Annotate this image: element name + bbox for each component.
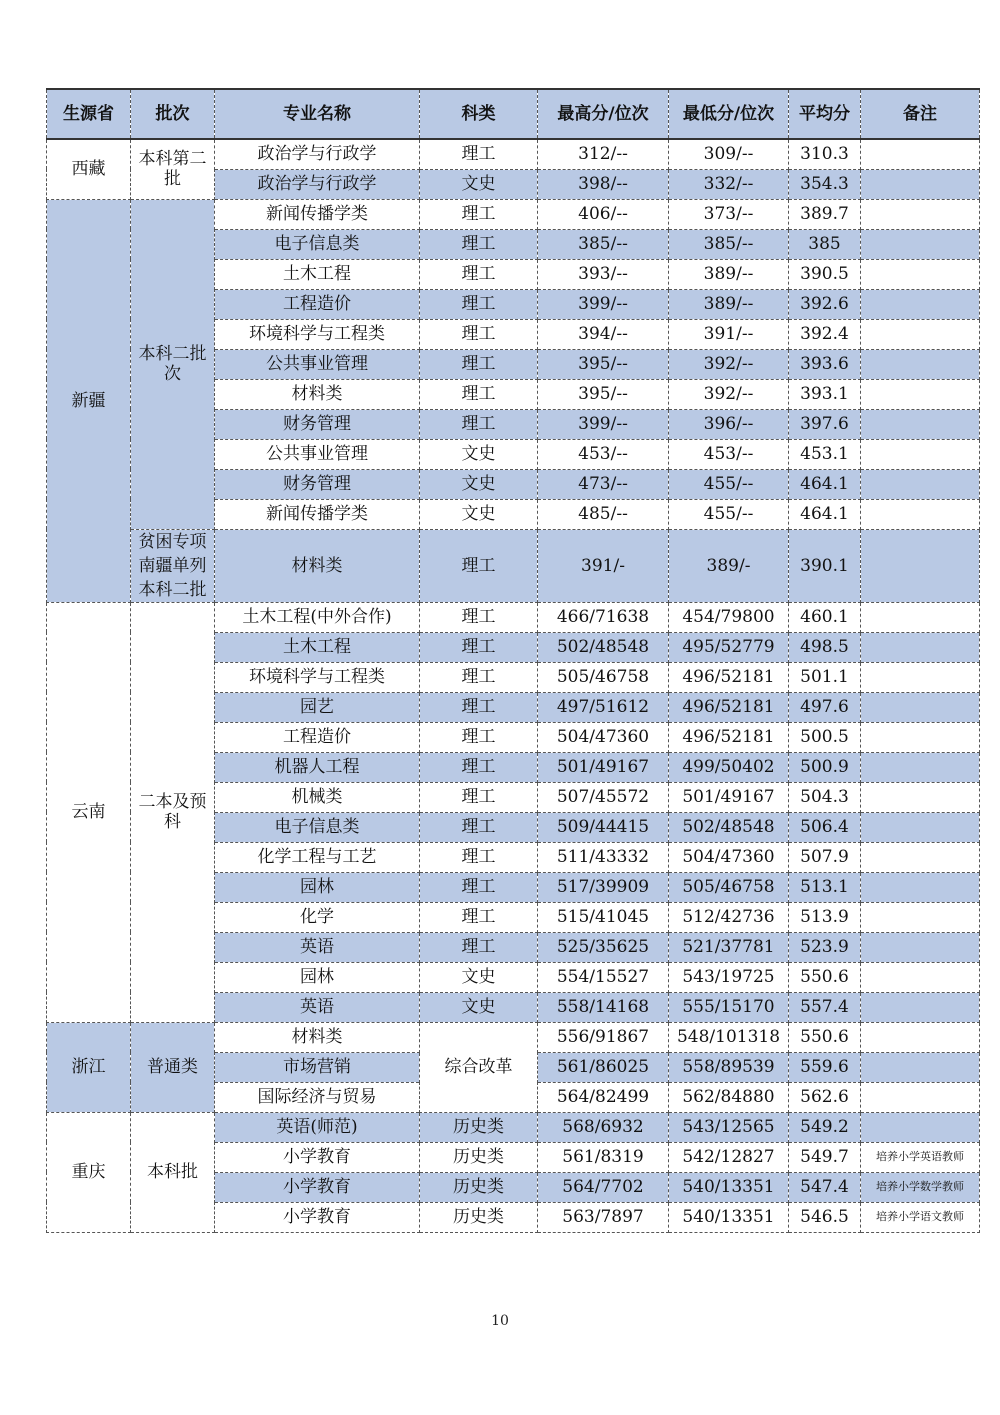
batch-cell: 本科第二批 [131,139,215,199]
category-cell: 理工 [420,782,538,812]
major-cell: 公共事业管理 [215,439,420,469]
max-score-cell: 399/-- [538,289,669,319]
major-cell: 化学工程与工艺 [215,842,420,872]
min-score-cell: 548/101318 [669,1022,789,1052]
header-max-score: 最高分/位次 [538,89,669,139]
max-score-cell: 453/-- [538,439,669,469]
category-cell: 文史 [420,439,538,469]
min-score-cell: 392/-- [669,379,789,409]
min-score-cell: 392/-- [669,349,789,379]
category-cell: 理工 [420,379,538,409]
category-cell: 综合改革 [420,1022,538,1112]
category-cell: 文史 [420,499,538,529]
admission-score-table [46,88,980,1233]
avg-score-cell: 562.6 [789,1082,861,1112]
max-score-cell: 511/43332 [538,842,669,872]
major-cell: 小学教育 [215,1202,420,1232]
header-province: 生源省 [47,89,131,139]
batch-cell: 本科批 [131,1112,215,1232]
note-cell [861,289,980,319]
max-score-cell: 561/8319 [538,1142,669,1172]
avg-score-cell: 498.5 [789,632,861,662]
max-score-cell: 509/44415 [538,812,669,842]
note-cell [861,169,980,199]
note-cell [861,812,980,842]
category-cell: 理工 [420,229,538,259]
avg-score-cell: 549.7 [789,1142,861,1172]
province-cell: 云南 [47,602,131,1022]
min-score-cell: 453/-- [669,439,789,469]
min-score-cell: 389/-- [669,259,789,289]
min-score-cell: 495/52779 [669,632,789,662]
min-score-cell: 555/15170 [669,992,789,1022]
category-cell: 历史类 [420,1142,538,1172]
max-score-cell: 485/-- [538,499,669,529]
note-cell [861,469,980,499]
avg-score-cell: 393.6 [789,349,861,379]
avg-score-cell: 500.5 [789,722,861,752]
avg-score-cell: 397.6 [789,409,861,439]
avg-score-cell: 507.9 [789,842,861,872]
min-score-cell: 562/84880 [669,1082,789,1112]
note-cell [861,872,980,902]
max-score-cell: 395/-- [538,379,669,409]
min-score-cell: 385/-- [669,229,789,259]
major-cell: 园林 [215,962,420,992]
category-cell: 理工 [420,662,538,692]
max-score-cell: 568/6932 [538,1112,669,1142]
major-cell: 土木工程 [215,259,420,289]
category-cell: 理工 [420,409,538,439]
avg-score-cell: 354.3 [789,169,861,199]
category-cell: 历史类 [420,1172,538,1202]
category-cell: 理工 [420,722,538,752]
note-cell [861,962,980,992]
max-score-cell: 561/86025 [538,1052,669,1082]
category-cell: 理工 [420,692,538,722]
max-score-cell: 564/7702 [538,1172,669,1202]
note-cell: 培养小学数学教师 [861,1172,980,1202]
note-cell [861,529,980,602]
note-cell [861,602,980,632]
note-cell [861,409,980,439]
avg-score-cell: 310.3 [789,139,861,169]
min-score-cell: 543/19725 [669,962,789,992]
avg-score-cell: 460.1 [789,602,861,632]
min-score-cell: 332/-- [669,169,789,199]
note-cell [861,902,980,932]
major-cell: 工程造价 [215,289,420,319]
batch-cell: 二本及预科 [131,602,215,1022]
category-cell: 理工 [420,349,538,379]
min-score-cell: 391/-- [669,319,789,349]
major-cell: 化学 [215,902,420,932]
batch-line: 南疆单列 [138,555,207,576]
category-cell: 理工 [420,529,538,602]
avg-score-cell: 513.9 [789,902,861,932]
batch-line: 本科二批 [138,579,207,600]
max-score-cell: 312/-- [538,139,669,169]
min-score-cell: 309/-- [669,139,789,169]
category-cell: 理工 [420,902,538,932]
note-cell [861,439,980,469]
min-score-cell: 496/52181 [669,722,789,752]
max-score-cell: 517/39909 [538,872,669,902]
major-cell: 机械类 [215,782,420,812]
note-cell [861,932,980,962]
province-cell: 新疆 [47,199,131,602]
avg-score-cell: 464.1 [789,499,861,529]
major-cell: 电子信息类 [215,229,420,259]
major-cell: 电子信息类 [215,812,420,842]
note-cell [861,1022,980,1052]
note-cell [861,1082,980,1112]
min-score-cell: 540/13351 [669,1172,789,1202]
major-cell: 环境科学与工程类 [215,319,420,349]
max-score-cell: 504/47360 [538,722,669,752]
major-cell: 园艺 [215,692,420,722]
category-cell: 理工 [420,812,538,842]
category-cell: 理工 [420,602,538,632]
avg-score-cell: 549.2 [789,1112,861,1142]
max-score-cell: 393/-- [538,259,669,289]
max-score-cell: 507/45572 [538,782,669,812]
header-note: 备注 [861,89,980,139]
avg-score-cell: 385 [789,229,861,259]
min-score-cell: 455/-- [669,469,789,499]
max-score-cell: 473/-- [538,469,669,499]
category-cell: 文史 [420,169,538,199]
min-score-cell: 504/47360 [669,842,789,872]
max-score-cell: 505/46758 [538,662,669,692]
max-score-cell: 501/49167 [538,752,669,782]
max-score-cell: 502/48548 [538,632,669,662]
major-cell: 环境科学与工程类 [215,662,420,692]
min-score-cell: 373/-- [669,199,789,229]
avg-score-cell: 513.1 [789,872,861,902]
major-cell: 政治学与行政学 [215,169,420,199]
max-score-cell: 394/-- [538,319,669,349]
category-cell: 理工 [420,632,538,662]
category-cell: 文史 [420,962,538,992]
avg-score-cell: 464.1 [789,469,861,499]
max-score-cell: 385/-- [538,229,669,259]
note-cell [861,499,980,529]
note-cell [861,319,980,349]
header-category: 科类 [420,89,538,139]
max-score-cell: 556/91867 [538,1022,669,1052]
major-cell: 市场营销 [215,1052,420,1082]
min-score-cell: 543/12565 [669,1112,789,1142]
max-score-cell: 395/-- [538,349,669,379]
batch-cell [131,529,215,602]
max-score-cell: 564/82499 [538,1082,669,1112]
major-cell: 财务管理 [215,469,420,499]
category-cell: 理工 [420,752,538,782]
page-number: 10 [491,1313,509,1329]
major-cell: 材料类 [215,529,420,602]
min-score-cell: 389/- [669,529,789,602]
min-score-cell: 505/46758 [669,872,789,902]
min-score-cell: 496/52181 [669,692,789,722]
avg-score-cell: 546.5 [789,1202,861,1232]
min-score-cell: 540/13351 [669,1202,789,1232]
min-score-cell: 558/89539 [669,1052,789,1082]
note-cell [861,752,980,782]
min-score-cell: 454/79800 [669,602,789,632]
avg-score-cell: 501.1 [789,662,861,692]
header-batch: 批次 [131,89,215,139]
major-cell: 材料类 [215,1022,420,1052]
min-score-cell: 455/-- [669,499,789,529]
major-cell: 机器人工程 [215,752,420,782]
major-cell: 园林 [215,872,420,902]
max-score-cell: 406/-- [538,199,669,229]
max-score-cell: 558/14168 [538,992,669,1022]
avg-score-cell: 392.6 [789,289,861,319]
avg-score-cell: 390.5 [789,259,861,289]
min-score-cell: 496/52181 [669,662,789,692]
min-score-cell: 396/-- [669,409,789,439]
avg-score-cell: 453.1 [789,439,861,469]
major-cell: 国际经济与贸易 [215,1082,420,1112]
avg-score-cell: 506.4 [789,812,861,842]
category-cell: 理工 [420,289,538,319]
category-cell: 理工 [420,319,538,349]
major-cell: 土木工程(中外合作) [215,602,420,632]
major-cell: 新闻传播学类 [215,199,420,229]
category-cell: 理工 [420,199,538,229]
province-cell: 重庆 [47,1112,131,1232]
avg-score-cell: 393.1 [789,379,861,409]
note-cell: 培养小学英语教师 [861,1142,980,1172]
major-cell: 财务管理 [215,409,420,439]
category-cell: 文史 [420,469,538,499]
max-score-cell: 497/51612 [538,692,669,722]
avg-score-cell: 550.6 [789,1022,861,1052]
note-cell [861,662,980,692]
min-score-cell: 499/50402 [669,752,789,782]
min-score-cell: 501/49167 [669,782,789,812]
category-cell: 理工 [420,932,538,962]
batch-cell: 本科二批次 [131,199,215,529]
major-cell: 土木工程 [215,632,420,662]
table-header-row [47,89,980,139]
major-cell: 公共事业管理 [215,349,420,379]
province-cell: 西藏 [47,139,131,199]
note-cell [861,722,980,752]
min-score-cell: 542/12827 [669,1142,789,1172]
province-cell: 浙江 [47,1022,131,1112]
max-score-cell: 398/-- [538,169,669,199]
max-score-cell: 466/71638 [538,602,669,632]
avg-score-cell: 547.4 [789,1172,861,1202]
min-score-cell: 502/48548 [669,812,789,842]
category-cell: 理工 [420,259,538,289]
min-score-cell: 512/42736 [669,902,789,932]
batch-cell: 普通类 [131,1022,215,1112]
max-score-cell: 554/15527 [538,962,669,992]
avg-score-cell: 392.4 [789,319,861,349]
major-cell: 政治学与行政学 [215,139,420,169]
major-cell: 小学教育 [215,1142,420,1172]
table-row [47,529,980,602]
max-score-cell: 563/7897 [538,1202,669,1232]
table-row [47,199,980,229]
avg-score-cell: 497.6 [789,692,861,722]
max-score-cell: 391/- [538,529,669,602]
avg-score-cell: 389.7 [789,199,861,229]
max-score-cell: 515/41045 [538,902,669,932]
max-score-cell: 525/35625 [538,932,669,962]
note-cell [861,349,980,379]
avg-score-cell: 559.6 [789,1052,861,1082]
avg-score-cell: 500.9 [789,752,861,782]
note-cell [861,139,980,169]
major-cell: 材料类 [215,379,420,409]
category-cell: 理工 [420,842,538,872]
category-cell: 理工 [420,139,538,169]
note-cell [861,632,980,662]
major-cell: 英语(师范) [215,1112,420,1142]
major-cell: 小学教育 [215,1172,420,1202]
note-cell [861,842,980,872]
header-min-score: 最低分/位次 [669,89,789,139]
category-cell: 历史类 [420,1202,538,1232]
avg-score-cell: 550.6 [789,962,861,992]
category-cell: 文史 [420,992,538,1022]
avg-score-cell: 504.3 [789,782,861,812]
min-score-cell: 521/37781 [669,932,789,962]
note-cell [861,259,980,289]
category-cell: 历史类 [420,1112,538,1142]
major-cell: 英语 [215,992,420,1022]
note-cell [861,692,980,722]
max-score-cell: 399/-- [538,409,669,439]
min-score-cell: 389/-- [669,289,789,319]
note-cell [861,992,980,1022]
major-cell: 英语 [215,932,420,962]
table-row [47,139,980,169]
major-cell: 新闻传播学类 [215,499,420,529]
avg-score-cell: 557.4 [789,992,861,1022]
note-cell [861,379,980,409]
note-cell [861,1112,980,1142]
category-cell: 理工 [420,872,538,902]
avg-score-cell: 390.1 [789,529,861,602]
note-cell: 培养小学语文教师 [861,1202,980,1232]
header-avg-score: 平均分 [789,89,861,139]
batch-line: 贫困专项 [138,531,207,552]
avg-score-cell: 523.9 [789,932,861,962]
table-row [47,602,980,632]
major-cell: 工程造价 [215,722,420,752]
header-major: 专业名称 [215,89,420,139]
table-row [47,1022,980,1052]
note-cell [861,1052,980,1082]
note-cell [861,782,980,812]
note-cell [861,199,980,229]
table-row [47,1112,980,1142]
note-cell [861,229,980,259]
